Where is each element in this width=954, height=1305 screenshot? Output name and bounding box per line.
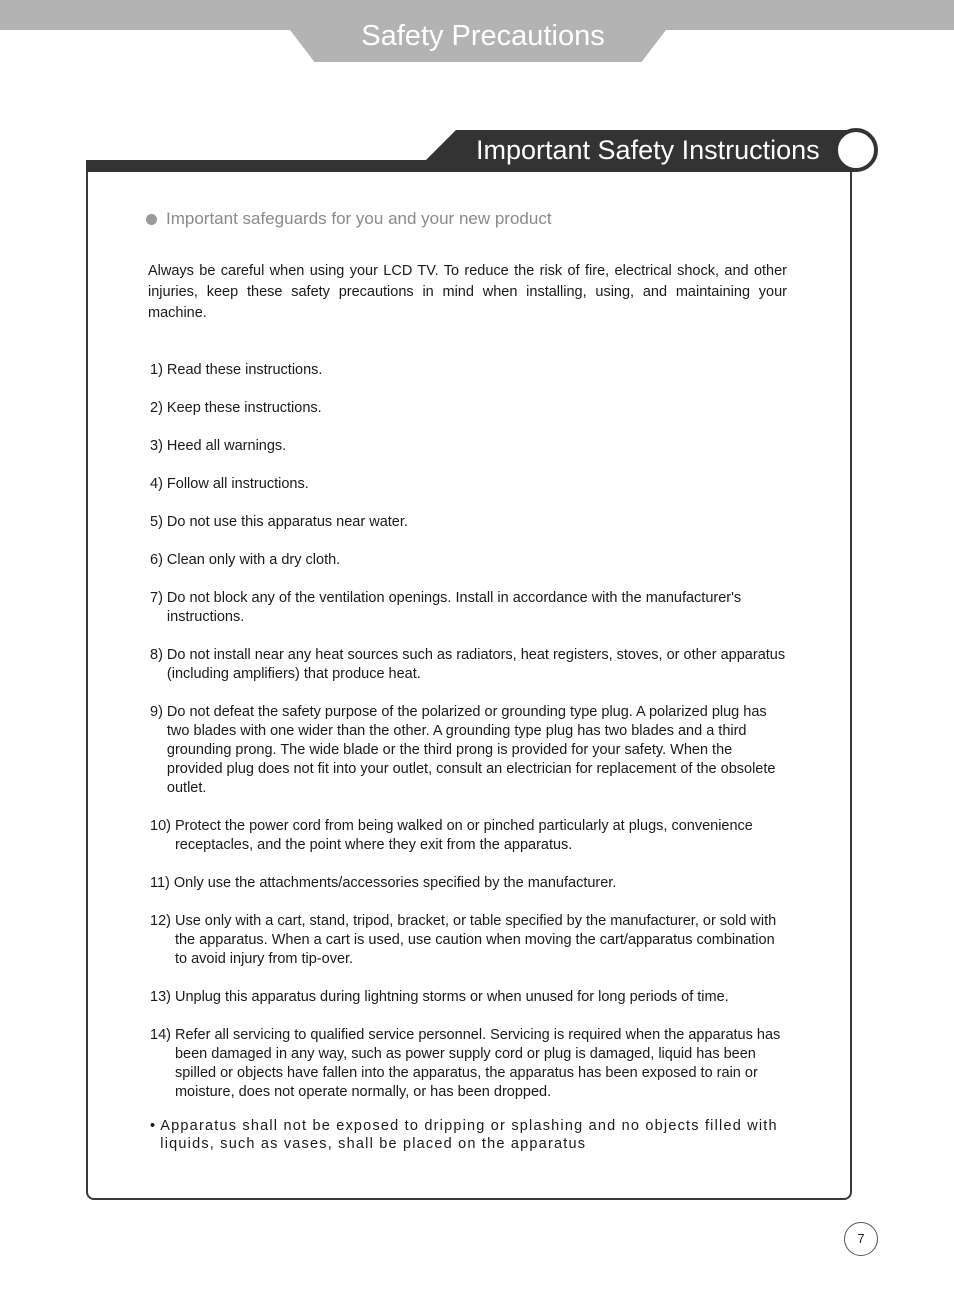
- list-item: [150, 817, 790, 855]
- item-text: Do not install near any heat sources such as radiators, heat registers, stoves, or other apparatus (including amplifiers) that produce heat.: [166, 647, 786, 682]
- item-number: 12): [150, 913, 171, 929]
- item-number: 3): [150, 438, 163, 454]
- item-text: Do not block any of the ventilation openings. Install in accordance with the manufacturer's instructions.: [166, 590, 742, 625]
- item-number: 13): [150, 989, 171, 1005]
- bullet-icon: [146, 214, 157, 225]
- list-item: [150, 361, 790, 380]
- note-text: Apparatus shall not be exposed to dripping or splashing and no objects filled with liquids, such as vases, shall be placed on the apparatus: [160, 1118, 778, 1152]
- item-text: Heed all warnings.: [166, 438, 287, 454]
- item-number: 4): [150, 476, 163, 492]
- item-text: Protect the power cord from being walked on or pinched particularly at plugs, convenience receptacles, and the point where they exit from the apparatus.: [174, 818, 753, 853]
- item-text: Only use the attachments/accessories specified by the manufacturer.: [173, 875, 617, 891]
- intro-paragraph: Always be careful when using your LCD TV. To reduce the risk of fire, electrical shock, and other injuries, keep these safety precautions in mind when installing, using, and maintaining your machine.: [148, 263, 787, 321]
- item-text: Keep these instructions.: [166, 400, 322, 416]
- item-number: 5): [150, 514, 163, 530]
- subtitle-row: [146, 208, 552, 230]
- list-item: [150, 399, 790, 418]
- instruction-list: [150, 361, 790, 1121]
- item-number: 9): [150, 704, 163, 720]
- list-item: [150, 513, 790, 532]
- list-item: [150, 551, 790, 570]
- item-text: Clean only with a dry cloth.: [166, 552, 341, 568]
- list-item: [150, 437, 790, 456]
- item-text: Read these instructions.: [166, 362, 323, 378]
- section-circle-icon: [834, 128, 878, 172]
- note: [150, 1117, 790, 1153]
- item-text: Unplug this apparatus during lightning storms or when unused for long periods of time.: [174, 989, 729, 1005]
- list-item: [150, 988, 790, 1007]
- section-subtitle: Important safeguards for you and your new product: [166, 209, 552, 228]
- list-item: [150, 912, 790, 969]
- section-title: Important Safety Instructions: [476, 135, 820, 165]
- item-number: 10): [150, 818, 171, 834]
- item-text: Follow all instructions.: [166, 476, 309, 492]
- list-item: [150, 1026, 790, 1102]
- list-item: [150, 874, 790, 893]
- item-number: 14): [150, 1027, 171, 1043]
- note-bullet: •: [150, 1118, 157, 1134]
- item-text: Do not defeat the safety purpose of the polarized or grounding type plug. A polarized plug has two blades with one wider than the other. A grounding type plug has two blades and a third grounding prong. The wide blade or the third prong is provided for your safety. When the provided plug does not fit into your outlet, consult an electrician for replacement of the obsolete outlet.: [166, 704, 776, 796]
- item-text: Use only with a cart, stand, tripod, bracket, or table specified by the manufacturer, or sold with the apparatus. When a cart is used, use caution when moving the cart/apparatus combination to avoid injury from tip-over.: [174, 913, 777, 967]
- list-item: [150, 589, 790, 627]
- page-title: Safety Precautions: [361, 20, 605, 52]
- page-number: 7: [844, 1222, 878, 1256]
- item-number: 8): [150, 647, 163, 663]
- item-text: Refer all servicing to qualified service personnel. Servicing is required when the apparatus has been damaged in any way, such as power supply cord or plug is damaged, liquid has been spilled or objects have fallen into the apparatus, the apparatus has been exposed to rain or moisture, does not operate normally, or has been dropped.: [174, 1027, 781, 1100]
- item-number: 7): [150, 590, 163, 606]
- list-item: [150, 703, 790, 798]
- item-number: 2): [150, 400, 163, 416]
- item-number: 6): [150, 552, 163, 568]
- item-number: 11): [150, 875, 170, 891]
- list-item: [150, 475, 790, 494]
- item-text: Do not use this apparatus near water.: [166, 514, 408, 530]
- item-number: 1): [150, 362, 163, 378]
- list-item: [150, 646, 790, 684]
